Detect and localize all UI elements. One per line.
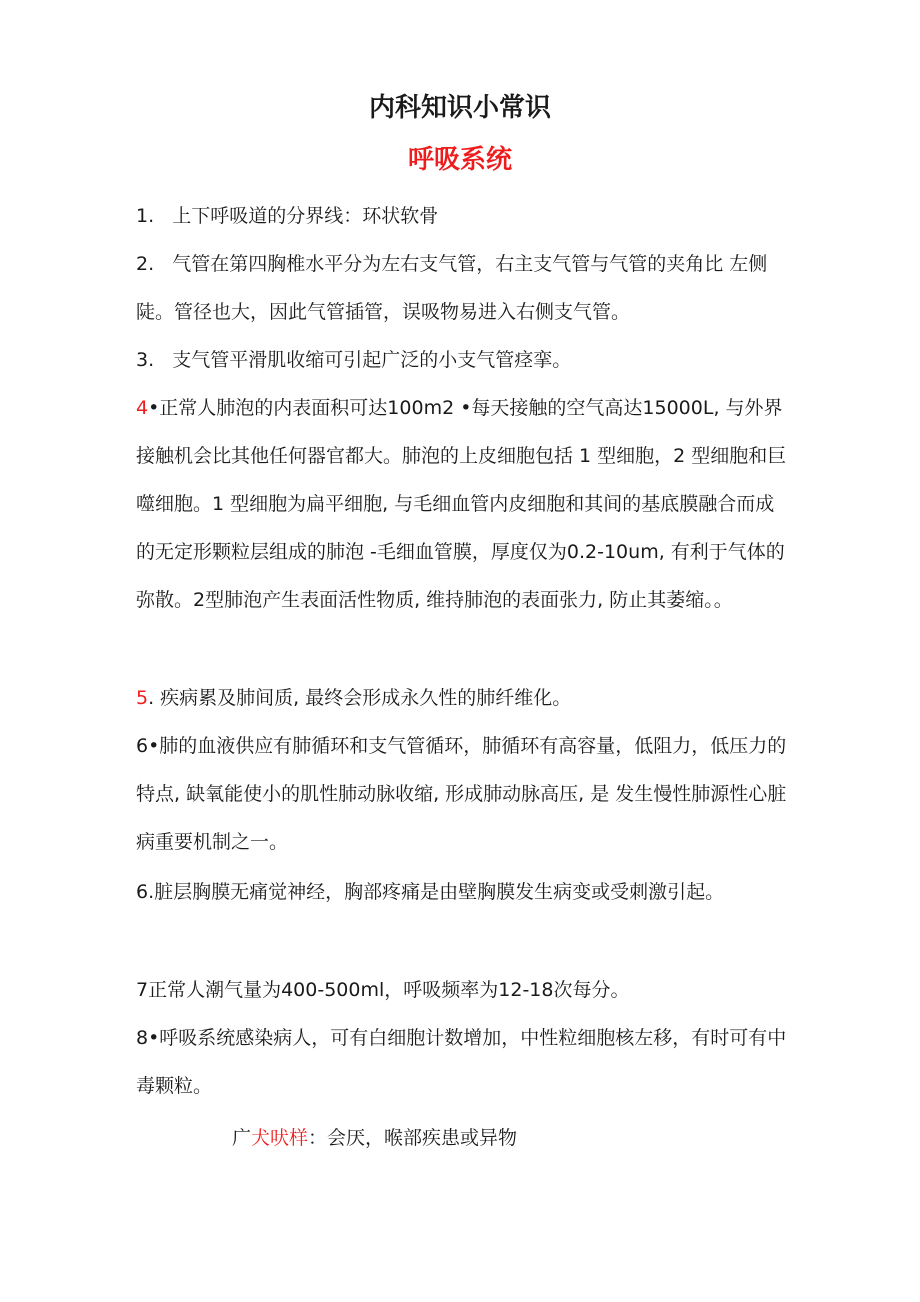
list-item-1	[136, 192, 792, 240]
list-item-6	[136, 722, 792, 866]
item-number: 7	[136, 979, 149, 1001]
item-text: 脏层胸膜无痛觉神经，胸部疼痛是由壁胸膜发生病变或受刺激引起。	[154, 881, 725, 903]
item-text: •呼吸系统感染病人，可有白细胞计数增加，中性粒细胞核左移，有时可有中毒颗粒。	[136, 1027, 787, 1097]
page-title: 内科知识小常识	[368, 93, 551, 123]
item-number: 8	[136, 1027, 149, 1049]
item-text: 支气管平滑肌收缩可引起广泛的小支气管痉挛。	[172, 349, 572, 371]
item-number: 1.	[136, 205, 155, 227]
item-number: 4	[136, 397, 149, 419]
list-item-2	[136, 240, 792, 336]
item-number: 3.	[136, 349, 155, 371]
item-text: 气管在第四胸椎水平分为左右支气管，右主支气管与气管的夹角比 左侧陡。管径也大，因此气管插管，误吸物易进入右侧支气管。	[136, 253, 768, 323]
list-item-6b	[136, 868, 792, 916]
item-text: . 疾病累及肺间质, 最终会形成永久性的肺纤维化。	[148, 687, 572, 709]
footer-prefix: 广	[232, 1127, 252, 1149]
list-item-3	[136, 336, 792, 384]
item-number: 6	[136, 735, 149, 757]
item-text: •肺的血液供应有肺循环和支气管循环，肺循环有高容量，低阻力，低压力的特点, 缺氧能使小的肌性肺动脉收缩, 形成肺动脉高压, 是 发生慢性肺源性心脏病重要机制之一。	[136, 735, 787, 853]
item-text: 上下呼吸道的分界线：环状软骨	[172, 205, 439, 227]
list-item-7	[136, 966, 792, 1014]
list-item-8	[136, 1014, 792, 1110]
footer-text: ：会厌，喉部疾患或异物	[308, 1127, 518, 1149]
footer-highlight: 犬吠样	[251, 1127, 309, 1149]
list-item-4	[136, 384, 792, 624]
footer-note	[232, 1114, 517, 1162]
item-text: •正常人肺泡的内表面积可达100m2 •每天接触的空气高达15000L, 与外界接触机会比其他任何器官都大。肺泡的上皮细胞包括 1 型细胞，2 型细胞和巨噬细胞。1 型细胞为扁平细胞, 与毛细血管内皮细胞和其间的基底膜融合而成的无定形颗粒层组成的肺泡 -毛细血管膜，厚度仅为0.2-10um, 有利于气体的弥散。2型肺泡产生表面活性物质, 维持肺泡的表面张力, 防止其萎缩。。	[136, 397, 787, 611]
list-item-5	[136, 674, 792, 722]
item-number: 5	[136, 687, 149, 709]
item-text: 正常人潮气量为400-500ml，呼吸频率为12-18次每分。	[148, 979, 630, 1001]
item-number: 6.	[136, 881, 155, 903]
section-title: 呼吸系统	[407, 145, 512, 175]
item-number: 2.	[136, 253, 155, 275]
